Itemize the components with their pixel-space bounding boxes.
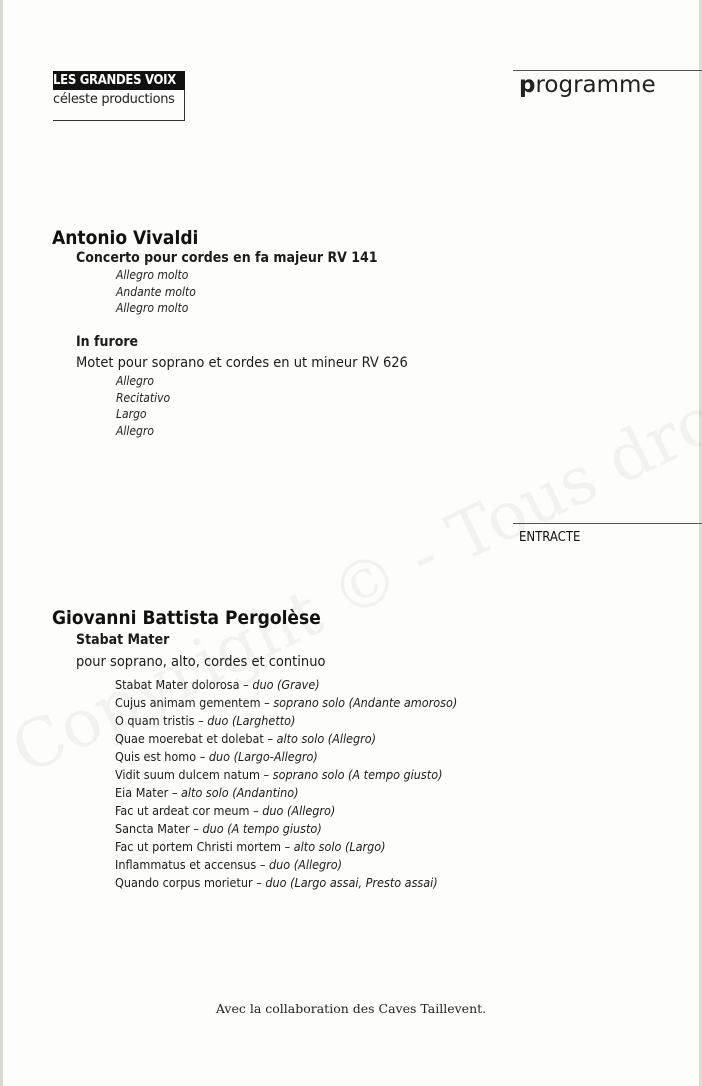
logo-rule-vertical <box>184 90 185 121</box>
section-text: Quis est homo <box>115 749 197 764</box>
section-text: Inflammatus et accensus <box>115 857 257 872</box>
section-separator: – <box>252 875 266 890</box>
stabat-section-item <box>115 694 457 712</box>
stabat-section-item <box>115 766 457 784</box>
section-text: Stabat Mater dolorosa <box>115 677 240 692</box>
movement-item: Allegro molto <box>116 268 189 282</box>
section-text: Quae moerebat et dolebat <box>115 731 264 746</box>
les-grandes-voix-logo <box>53 71 185 121</box>
movement-item: Allegro <box>116 424 154 439</box>
logo-line2: céleste productions <box>53 92 175 107</box>
section-text: O quam tristis <box>115 713 195 728</box>
work-title-stabat-mater: Stabat Mater <box>76 632 170 648</box>
movement-item: Allegro molto <box>116 301 189 316</box>
page-title-initial: p <box>519 72 536 98</box>
stabat-section-item <box>115 712 457 730</box>
section-voice: duo (Allegro) <box>269 857 343 872</box>
stabat-section-item <box>115 730 457 748</box>
collaboration-note: Avec la collaboration des Caves Taillevent. <box>215 1001 487 1016</box>
stabat-section-item <box>115 802 457 820</box>
section-voice: duo (Largo assai, Presto assai) <box>265 875 438 890</box>
section-text: Vidit suum dulcem natum <box>115 767 260 782</box>
stabat-section-item <box>115 856 457 874</box>
section-voice: soprano solo (A tempo giusto) <box>272 767 443 782</box>
section-voice: alto solo (Andantino) <box>181 785 299 800</box>
section-text: Sancta Mater <box>115 821 190 836</box>
section-text: Fac ut ardeat cor meum <box>115 803 250 818</box>
stabat-section-item <box>115 676 457 694</box>
section-separator: – <box>260 695 274 710</box>
stabat-section-item <box>115 874 457 892</box>
section-separator: – <box>168 785 182 800</box>
page-edge-left <box>0 0 3 1086</box>
logo-line1: LES GRANDES VOIX <box>53 71 185 90</box>
stabat-mater-sections <box>115 676 457 892</box>
section-separator: – <box>249 803 263 818</box>
section-separator: – <box>239 677 253 692</box>
page-title <box>519 70 656 100</box>
work-subtitle-motet: Motet pour soprano et cordes en ut mineur RV 626 <box>76 355 408 371</box>
section-separator: – <box>194 713 208 728</box>
section-voice: alto solo (Largo) <box>293 839 386 854</box>
movement-item: Recitativo <box>116 390 171 405</box>
stabat-section-item <box>115 748 457 766</box>
section-voice: duo (A tempo giusto) <box>202 821 322 836</box>
stabat-section-item <box>115 820 457 838</box>
section-voice: soprano solo (Andante amoroso) <box>273 695 458 710</box>
movement-item: Largo <box>116 407 147 422</box>
entracte-rule <box>513 523 702 524</box>
section-text: Quando corpus morietur <box>115 875 253 890</box>
section-voice: duo (Allegro) <box>262 803 336 818</box>
composer-pergolese: Giovanni Battista Pergolèse <box>52 607 321 629</box>
section-text: Cujus animam gementem <box>115 695 261 710</box>
section-text: Fac ut portem Christi mortem <box>115 839 281 854</box>
section-voice: duo (Larghetto) <box>207 713 296 728</box>
movement-item: Allegro <box>116 374 154 388</box>
page-title-rest: rogramme <box>535 72 656 98</box>
composer-vivaldi: Antonio Vivaldi <box>52 227 199 249</box>
stabat-section-item <box>115 838 457 856</box>
section-separator: – <box>256 857 270 872</box>
work-subtitle-stabat-mater: pour soprano, alto, cordes et continuo <box>76 654 326 670</box>
stabat-section-item <box>115 784 457 802</box>
section-voice: duo (Grave) <box>252 677 320 692</box>
section-separator: – <box>259 767 273 782</box>
section-text: Eia Mater <box>115 785 169 800</box>
concerto-movements <box>116 267 196 317</box>
section-separator: – <box>196 749 209 764</box>
motet-movements <box>116 373 170 440</box>
section-separator: – <box>281 839 294 854</box>
logo-rule-horizontal <box>53 120 185 121</box>
section-separator: – <box>263 731 277 746</box>
work-title-concerto: Concerto pour cordes en fa majeur RV 141 <box>76 250 378 266</box>
section-voice: duo (Largo-Allegro) <box>208 749 318 764</box>
movement-item: Andante molto <box>116 284 196 299</box>
entracte-label: ENTRACTE <box>519 530 581 545</box>
section-separator: – <box>189 821 203 836</box>
section-voice: alto solo (Allegro) <box>276 731 377 746</box>
work-title-in-furore: In furore <box>76 334 139 350</box>
